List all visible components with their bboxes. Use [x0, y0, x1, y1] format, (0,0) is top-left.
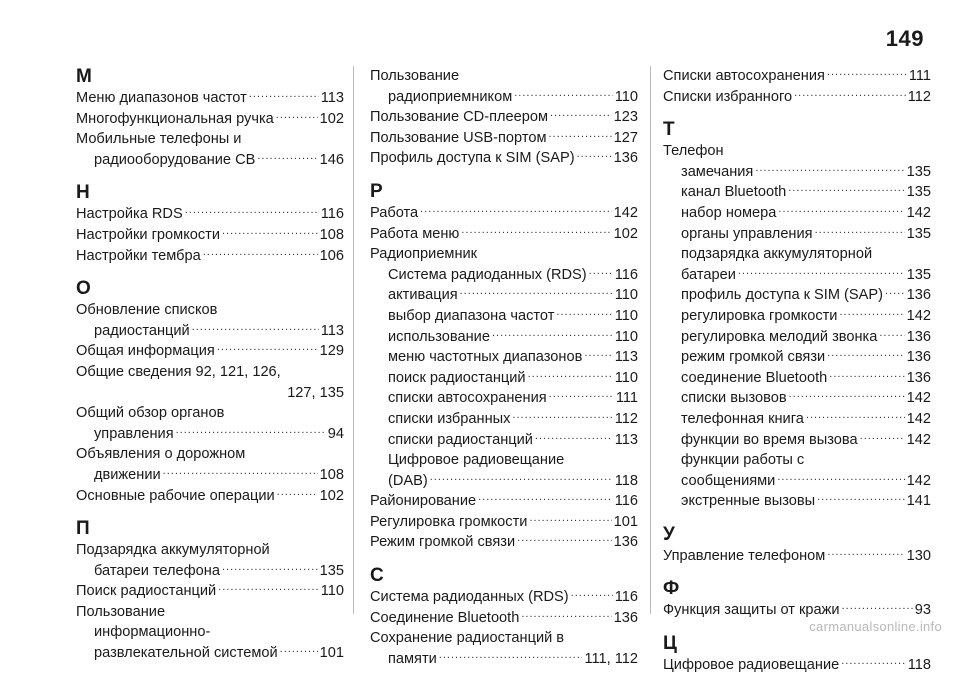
index-section	[663, 578, 931, 621]
dot-leader	[827, 62, 907, 83]
index-entry	[370, 649, 638, 670]
page-reference: 108	[319, 226, 344, 243]
entry-text: Цифровое радиовещание	[663, 657, 840, 674]
index-subentry	[663, 491, 931, 512]
index-entry	[76, 643, 344, 664]
dot-leader	[460, 281, 613, 302]
dot-leader	[492, 323, 613, 344]
page-reference: 136	[906, 328, 931, 345]
index-section	[76, 66, 344, 170]
index-entry-heading: Телефон	[663, 143, 724, 160]
entry-text: Управление телефоном	[663, 547, 826, 564]
page-reference: 146	[319, 151, 344, 168]
dot-leader	[280, 639, 318, 660]
column-divider	[353, 66, 354, 614]
page-reference: 135	[906, 225, 931, 242]
page-reference: 136	[906, 369, 931, 386]
dot-leader	[584, 343, 612, 364]
entry-text: регулировка громкости	[681, 307, 838, 324]
index-entry	[76, 341, 344, 362]
entry-text: регулировка мелодий звонка	[681, 328, 878, 345]
page-reference: 113	[320, 322, 344, 339]
dot-leader	[571, 583, 613, 604]
dot-leader	[738, 261, 905, 282]
page-reference: 136	[613, 150, 638, 167]
page-reference: 142	[906, 472, 931, 489]
entry-text: управления	[94, 425, 174, 442]
page-reference: 113	[320, 90, 344, 106]
entry-text: Меню диапазонов частот	[76, 90, 247, 106]
page-reference: 142	[906, 204, 931, 221]
page-reference: 142	[906, 307, 931, 324]
page-reference: 135	[906, 163, 931, 180]
entry-text: Работа меню	[370, 225, 460, 242]
dot-leader	[794, 83, 906, 104]
entry-text: канал Bluetooth	[681, 184, 787, 201]
dot-leader	[517, 528, 612, 549]
dot-leader	[217, 337, 318, 358]
page-reference: 116	[614, 266, 638, 283]
dot-leader	[276, 105, 318, 126]
entry-text: Работа	[370, 204, 419, 221]
entry-text: движении	[94, 466, 161, 483]
entry-text: меню частотных диапазонов	[388, 349, 583, 366]
index-section	[663, 633, 931, 676]
page-reference: 135	[906, 184, 931, 201]
index-letter-heading: Н	[76, 182, 90, 204]
entry-text: радиоприемником	[388, 88, 513, 105]
entry-text: Списки избранного	[663, 88, 793, 105]
index-letter-heading: Т	[663, 119, 675, 141]
index-entry	[76, 486, 344, 507]
dot-leader	[755, 158, 904, 179]
page-reference: 110	[614, 88, 638, 105]
page-reference: 102	[319, 110, 344, 127]
dot-leader	[549, 384, 614, 405]
entry-text: функции во время вызова	[681, 431, 858, 448]
entry-text: сообщениями	[681, 472, 776, 489]
entry-text: Настройки тембра	[76, 247, 201, 264]
index-entry	[76, 424, 344, 445]
index-entry	[76, 109, 344, 130]
entry-text: Основные рабочие операции	[76, 487, 275, 504]
dot-leader	[461, 220, 611, 241]
dot-leader	[222, 221, 318, 242]
index-subentry	[663, 224, 931, 245]
dot-leader	[163, 461, 318, 482]
index-entry	[370, 148, 638, 169]
entry-text: Поиск радиостанций	[76, 583, 217, 600]
page-reference: 102	[319, 487, 344, 504]
dot-leader	[556, 302, 612, 323]
entry-text: набор номера	[681, 204, 777, 221]
index-entry-heading: Общий обзор органов	[76, 405, 225, 422]
page-reference: 102	[613, 225, 638, 242]
index-column-1	[76, 66, 344, 664]
index-entry-heading: Общие сведения 92, 121, 126,	[76, 363, 281, 380]
index-letter-heading: Р	[370, 180, 383, 202]
dot-leader	[439, 645, 583, 666]
page-reference: 110	[614, 328, 638, 345]
page-reference: 136	[906, 349, 931, 366]
dot-leader	[512, 405, 612, 426]
dot-leader	[788, 178, 904, 199]
page-reference-continuation: 127, 135	[287, 384, 344, 401]
index-entry	[370, 532, 638, 553]
dot-leader	[550, 103, 612, 124]
entry-text: Функция защиты от кражи	[663, 602, 840, 619]
index-subentry	[370, 430, 638, 451]
dot-leader	[185, 200, 319, 221]
page-reference: 112	[614, 410, 638, 427]
dot-leader	[815, 220, 905, 241]
dot-leader	[577, 144, 612, 165]
page-reference: 142	[906, 390, 931, 407]
index-column-2	[370, 66, 638, 669]
entry-text: Профиль доступа к SIM (SAP)	[370, 150, 575, 167]
entry-text: списки вызовов	[681, 390, 787, 407]
index-entry-heading: подзарядка аккумуляторной	[681, 246, 873, 263]
dot-leader	[257, 146, 317, 167]
entry-text: органы управления	[681, 225, 813, 242]
dot-leader	[829, 364, 904, 385]
index-section	[663, 524, 931, 567]
entry-text: Регулировка громкости	[370, 513, 528, 530]
dot-leader	[535, 426, 613, 447]
index-entry	[663, 600, 931, 621]
page-reference: 113	[614, 431, 638, 448]
dot-leader	[249, 84, 319, 105]
page-reference: 136	[906, 287, 931, 304]
entry-text: радиостанций	[94, 322, 190, 339]
index-entry	[663, 87, 931, 108]
page-reference: 110	[614, 307, 638, 324]
dot-leader	[841, 651, 905, 672]
page-reference: 116	[320, 206, 344, 223]
entry-text: (DAB)	[388, 472, 428, 489]
page-reference: 142	[906, 431, 931, 448]
index-entry-heading: Пользование	[370, 68, 460, 84]
entry-text: Система радиоданных (RDS)	[370, 589, 569, 606]
entry-text: поиск радиостанций	[388, 369, 526, 386]
page-reference: 101	[613, 513, 638, 530]
page-reference: 113	[614, 349, 638, 366]
page-reference: 142	[613, 204, 638, 221]
entry-text: экстренные вызовы	[681, 493, 816, 510]
page-reference: 94	[327, 425, 344, 442]
entry-text: режим громкой связи	[681, 349, 826, 366]
dot-leader	[430, 467, 613, 488]
page-reference: 129	[319, 343, 344, 360]
entry-text: Многофункциональная ручка	[76, 110, 274, 127]
dot-leader	[589, 261, 613, 282]
dot-leader	[827, 542, 904, 563]
page-reference: 118	[907, 657, 931, 674]
dot-leader	[879, 323, 904, 344]
index-entry	[370, 608, 638, 629]
dot-leader	[176, 420, 326, 441]
entry-text: активация	[388, 287, 458, 304]
index-entry	[76, 246, 344, 267]
page-reference: 110	[614, 369, 638, 386]
entry-text: радиооборудование CB	[94, 151, 256, 168]
page-reference: 111	[908, 68, 931, 84]
dot-leader	[222, 557, 318, 578]
page-reference: 111	[615, 390, 638, 407]
index-letter-heading: М	[76, 66, 92, 87]
index-entry-heading: Цифровое радиовещание	[388, 452, 565, 469]
entry-text: развлекательной системой	[94, 645, 278, 662]
dot-leader	[478, 487, 613, 508]
dot-leader	[778, 199, 904, 220]
index-entry	[663, 655, 931, 676]
dot-leader	[777, 467, 904, 488]
index-entry-heading: Мобильные телефоны и	[76, 131, 242, 148]
entry-text: Настройки громкости	[76, 226, 220, 243]
dot-leader	[885, 281, 905, 302]
entry-text: памяти	[388, 650, 437, 667]
index-entry	[370, 224, 638, 245]
entry-text: батареи	[681, 266, 736, 283]
page-reference: 116	[614, 493, 638, 510]
index-letter-heading: Ф	[663, 578, 680, 600]
entry-text: Общая информация	[76, 343, 215, 360]
index-entry-heading: Объявления о дорожном	[76, 446, 246, 463]
index-entry-heading: Сохранение радиостанций в	[370, 630, 565, 647]
index-entry-heading: Пользование	[76, 603, 166, 620]
dot-leader	[192, 317, 319, 338]
column-divider	[650, 66, 651, 614]
index-entry	[663, 546, 931, 567]
index-section	[370, 181, 638, 553]
dot-leader	[549, 124, 612, 145]
dot-leader	[420, 199, 611, 220]
page-reference: 127	[613, 129, 638, 146]
entry-text: списки радиостанций	[388, 431, 533, 448]
index-letter-heading: С	[370, 565, 384, 587]
entry-text: использование	[388, 328, 490, 345]
page-reference: 106	[319, 247, 344, 264]
page-reference: 118	[614, 472, 638, 489]
entry-text: Пользование USB-портом	[370, 129, 547, 146]
watermark-text: carmanualsonline.info	[809, 619, 942, 634]
index-letter-heading: О	[76, 278, 91, 300]
dot-leader	[806, 405, 905, 426]
dot-leader	[514, 83, 612, 104]
page-reference: 142	[906, 410, 931, 427]
page-reference: 141	[906, 493, 931, 510]
index-section	[370, 565, 638, 669]
dot-leader	[817, 487, 905, 508]
index-letter-heading: П	[76, 518, 90, 540]
entry-text: списки автосохранения	[388, 390, 547, 407]
index-entry	[76, 581, 344, 602]
index-subentry	[663, 430, 931, 451]
index-entry-heading: Подзарядка аккумуляторной	[76, 542, 270, 559]
page-reference: 110	[614, 287, 638, 304]
page-reference: 101	[319, 645, 344, 662]
index-section	[76, 182, 344, 266]
entry-text: Списки автосохранения	[663, 68, 825, 84]
page-reference: 123	[613, 109, 638, 126]
entry-text: телефонная книга	[681, 410, 804, 427]
page-reference: 136	[613, 609, 638, 626]
page-reference: 135	[906, 266, 931, 283]
index-column-3	[663, 66, 931, 676]
dot-leader	[529, 508, 611, 529]
dot-leader	[827, 343, 904, 364]
entry-text: Настройка RDS	[76, 206, 183, 223]
entry-text: Соединение Bluetooth	[370, 609, 520, 626]
page-reference: 116	[614, 589, 638, 606]
page-reference: 130	[906, 547, 931, 564]
dot-leader	[839, 302, 904, 323]
entry-text: батареи телефона	[94, 562, 220, 579]
page-reference: 135	[319, 562, 344, 579]
index-section	[370, 66, 638, 169]
page-reference: 110	[320, 583, 344, 600]
page-reference: 108	[319, 466, 344, 483]
page-reference: 111, 112	[584, 650, 638, 667]
dot-leader	[860, 426, 905, 447]
page-reference: 136	[613, 534, 638, 551]
entry-text: Система радиоданных (RDS)	[388, 266, 587, 283]
index-letter-heading: У	[663, 523, 675, 545]
index-entry-heading: Радиоприемник	[370, 246, 478, 263]
entry-text: списки избранных	[388, 410, 511, 427]
index-entry-heading: Обновление списков	[76, 302, 218, 319]
page-number: 149	[885, 26, 924, 51]
dot-leader	[277, 482, 318, 503]
entry-text: выбор диапазона частот	[388, 307, 555, 324]
entry-text: Районирование	[370, 493, 477, 510]
dot-leader	[203, 242, 318, 263]
dot-leader	[218, 577, 319, 598]
index-entry-heading: функции работы с	[681, 452, 805, 469]
index-section	[663, 119, 931, 512]
page-reference: 112	[907, 88, 931, 105]
index-section	[663, 66, 931, 107]
entry-text: соединение Bluetooth	[681, 369, 828, 386]
dot-leader	[842, 596, 913, 617]
index-letter-heading: Ц	[663, 633, 677, 655]
entry-text: профиль доступа к SIM (SAP)	[681, 287, 883, 304]
dot-leader	[528, 364, 613, 385]
dot-leader	[521, 604, 611, 625]
entry-text: Режим громкой связи	[370, 534, 516, 551]
page-reference: 93	[914, 602, 931, 619]
index-section	[76, 278, 344, 506]
entry-text: Пользование CD-плеером	[370, 109, 548, 126]
entry-text: замечания	[681, 163, 754, 180]
dot-leader	[789, 384, 905, 405]
index-entry-heading: информационно-	[94, 624, 211, 641]
index-entry	[76, 150, 344, 171]
